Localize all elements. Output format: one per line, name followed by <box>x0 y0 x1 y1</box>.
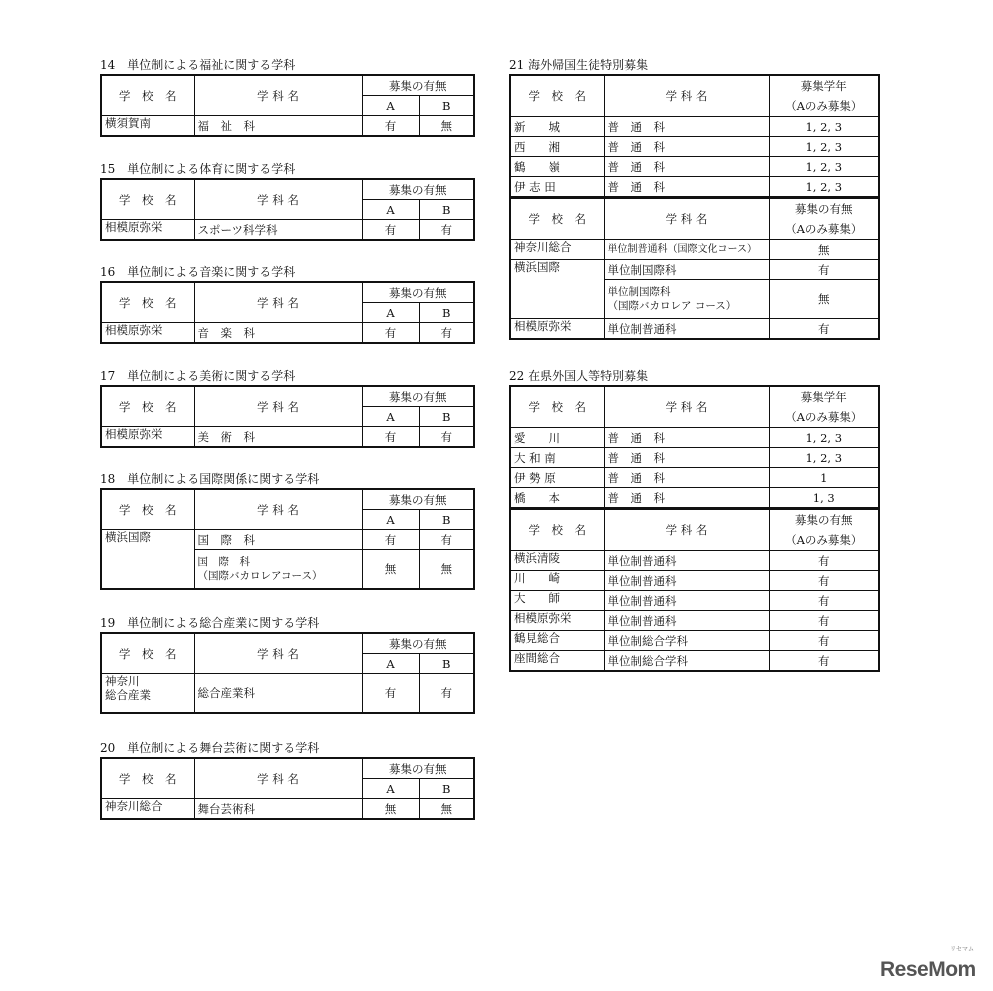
recruit-grade: 1, 2, 3 <box>769 428 879 448</box>
value-header <box>769 198 879 240</box>
value-header-main: 募集の有無 <box>795 202 853 216</box>
section-title: 17 単位制による美術に関する学科 <box>100 369 296 383</box>
resemom-logo: ReseMom <box>880 958 976 981</box>
recruit-status: 無 <box>769 240 879 260</box>
dept-name: 単位制普通科（国際文化コース） <box>604 240 769 260</box>
dept-name: 単位制普通科 <box>604 591 769 611</box>
table-row <box>510 319 879 340</box>
table-row <box>510 448 879 468</box>
recruit-a: 有 <box>362 427 419 448</box>
dept-name: 単位制総合学科 <box>604 651 769 672</box>
value-header-main: 募集学年 <box>800 79 847 93</box>
dept-name: スポーツ科学科 <box>194 220 362 241</box>
school-name: 鶴見総合 <box>510 631 604 651</box>
school-name: 川 崎 <box>510 571 604 591</box>
dept-name: 普 通 科 <box>604 488 769 509</box>
table-row <box>510 468 879 488</box>
table-row <box>101 427 474 448</box>
table-row <box>101 116 474 137</box>
value-header-sub: （Aのみ募集） <box>785 533 863 547</box>
dept-header: 学 科 名 <box>194 758 362 799</box>
section-table <box>100 281 475 344</box>
table-row <box>510 611 879 631</box>
dept-name: 国 際 科 （国際バカロレアコース） <box>194 550 362 590</box>
header-row <box>510 509 879 551</box>
recruit-a: 無 <box>362 550 419 590</box>
recruit-a: 有 <box>362 674 419 714</box>
header-row <box>101 633 474 654</box>
recruit-header: 募集の有無 <box>362 179 474 200</box>
school-name: 神奈川総合 <box>510 240 604 260</box>
dept-name: 普 通 科 <box>604 428 769 448</box>
recruit-status: 有 <box>769 631 879 651</box>
table-row <box>101 799 474 820</box>
value-header-sub: （Aのみ募集） <box>785 99 863 113</box>
section-table <box>100 632 475 714</box>
section-19 <box>100 615 475 714</box>
recruit-status: 有 <box>769 571 879 591</box>
table-row <box>101 220 474 241</box>
section-17 <box>100 368 475 448</box>
resemom-logo-sub: リセマム <box>950 947 974 953</box>
a-header: A <box>362 654 419 674</box>
b-header: B <box>419 407 474 427</box>
section-table <box>100 74 475 137</box>
section-table <box>100 385 475 448</box>
school-name: 愛 川 <box>510 428 604 448</box>
section-title: 16 単位制による音楽に関する学科 <box>100 265 296 279</box>
dept-name: 美 術 科 <box>194 427 362 448</box>
dept-name: 総合産業科 <box>194 674 362 714</box>
section-table <box>100 757 475 820</box>
a-header: A <box>362 510 419 530</box>
table-row <box>510 631 879 651</box>
header-row <box>101 179 474 200</box>
section-table <box>509 385 880 672</box>
school-header: 学 校 名 <box>101 75 194 116</box>
dept-header: 学 科 名 <box>604 509 769 551</box>
dept-name: 福 祉 科 <box>194 116 362 137</box>
b-header: B <box>419 654 474 674</box>
recruit-a: 無 <box>362 799 419 820</box>
section-title: 21 海外帰国生徒特別募集 <box>509 58 649 72</box>
recruit-status: 有 <box>769 591 879 611</box>
school-name: 大 和 南 <box>510 448 604 468</box>
table-row <box>101 323 474 344</box>
school-header: 学 校 名 <box>101 758 194 799</box>
header-row <box>101 282 474 303</box>
recruit-b: 無 <box>419 550 474 590</box>
table-row <box>510 591 879 611</box>
recruit-status: 有 <box>769 651 879 672</box>
recruit-status: 有 <box>769 611 879 631</box>
header-row <box>510 75 879 117</box>
dept-header: 学 科 名 <box>194 489 362 530</box>
school-name: 新 城 <box>510 117 604 137</box>
recruit-a: 有 <box>362 116 419 137</box>
b-header: B <box>419 96 474 116</box>
dept-name: 単位制国際科 （国際バカロレア コース） <box>604 280 769 319</box>
school-header: 学 校 名 <box>101 179 194 220</box>
header-row <box>101 386 474 407</box>
dept-header: 学 科 名 <box>194 75 362 116</box>
header-row <box>510 386 879 428</box>
school-name: 鶴 嶺 <box>510 157 604 177</box>
school-name: 伊 志 田 <box>510 177 604 198</box>
table-row <box>510 651 879 672</box>
school-header: 学 校 名 <box>101 282 194 323</box>
dept-name: 単位制普通科 <box>604 551 769 571</box>
school-name: 相模原弥栄 <box>101 427 194 448</box>
section-16 <box>100 264 475 344</box>
b-header: B <box>419 510 474 530</box>
dept-header: 学 科 名 <box>194 386 362 427</box>
recruit-status: 有 <box>769 551 879 571</box>
dept-name: 普 通 科 <box>604 157 769 177</box>
school-name: 大 師 <box>510 591 604 611</box>
table-row <box>510 428 879 448</box>
school-name: 横須賀南 <box>101 116 194 137</box>
dept-name: 舞台芸術科 <box>194 799 362 820</box>
school-name: 神奈川総合 <box>101 799 194 820</box>
table-row <box>510 551 879 571</box>
section-table <box>100 488 475 590</box>
section-table <box>100 178 475 241</box>
dept-name: 単位制国際科 <box>604 260 769 280</box>
school-name: 座間総合 <box>510 651 604 672</box>
table-row <box>510 157 879 177</box>
b-header: B <box>419 303 474 323</box>
recruit-b: 無 <box>419 116 474 137</box>
section-title: 14 単位制による福祉に関する学科 <box>100 58 296 72</box>
recruit-status: 有 <box>769 260 879 280</box>
section-18 <box>100 471 475 590</box>
value-header-main: 募集学年 <box>800 390 847 404</box>
dept-name: 普 通 科 <box>604 448 769 468</box>
dept-name: 単位制普通科 <box>604 611 769 631</box>
value-header <box>769 75 879 117</box>
school-name: 西 湘 <box>510 137 604 157</box>
dept-name: 単位制総合学科 <box>604 631 769 651</box>
recruit-header: 募集の有無 <box>362 75 474 96</box>
section-title: 20 単位制による舞台芸術に関する学科 <box>100 741 320 755</box>
dept-name: 普 通 科 <box>604 117 769 137</box>
table-row <box>101 674 474 714</box>
section-22 <box>509 368 880 672</box>
dept-header: 学 科 名 <box>604 198 769 240</box>
school-header: 学 校 名 <box>510 198 604 240</box>
section-14 <box>100 57 475 137</box>
a-header: A <box>362 200 419 220</box>
school-header: 学 校 名 <box>101 489 194 530</box>
header-row <box>101 489 474 510</box>
header-row <box>101 75 474 96</box>
school-header: 学 校 名 <box>101 386 194 427</box>
section-title: 15 単位制による体育に関する学科 <box>100 162 296 176</box>
school-header: 学 校 名 <box>510 386 604 428</box>
value-header <box>769 509 879 551</box>
section-table <box>509 74 880 340</box>
recruit-grade: 1, 2, 3 <box>769 137 879 157</box>
dept-name: 普 通 科 <box>604 177 769 198</box>
table-row <box>510 177 879 198</box>
dept-header: 学 科 名 <box>194 179 362 220</box>
header-row <box>510 198 879 240</box>
recruit-grade: 1, 2, 3 <box>769 157 879 177</box>
dept-name: 単位制普通科 <box>604 319 769 340</box>
recruit-a: 有 <box>362 323 419 344</box>
value-header-sub: （Aのみ募集） <box>785 222 863 236</box>
value-header <box>769 386 879 428</box>
recruit-b: 有 <box>419 530 474 550</box>
b-header: B <box>419 779 474 799</box>
recruit-header: 募集の有無 <box>362 489 474 510</box>
recruit-status: 有 <box>769 319 879 340</box>
school-name: 横浜国際 <box>101 530 194 590</box>
recruit-grade: 1 <box>769 468 879 488</box>
value-header-main: 募集の有無 <box>795 513 853 527</box>
recruit-b: 無 <box>419 799 474 820</box>
school-header: 学 校 名 <box>101 633 194 674</box>
table-row <box>510 137 879 157</box>
school-name: 横浜清陵 <box>510 551 604 571</box>
recruit-grade: 1, 3 <box>769 488 879 509</box>
school-name: 横浜国際 <box>510 260 604 319</box>
school-name: 相模原弥栄 <box>510 319 604 340</box>
school-name: 相模原弥栄 <box>101 323 194 344</box>
a-header: A <box>362 779 419 799</box>
recruit-a: 有 <box>362 220 419 241</box>
value-header-sub: （Aのみ募集） <box>785 410 863 424</box>
section-title: 19 単位制による総合産業に関する学科 <box>100 616 320 630</box>
a-header: A <box>362 407 419 427</box>
recruit-b: 有 <box>419 674 474 714</box>
section-15 <box>100 161 475 241</box>
school-name: 伊 勢 原 <box>510 468 604 488</box>
dept-name: 音 楽 科 <box>194 323 362 344</box>
recruit-a: 有 <box>362 530 419 550</box>
school-header: 学 校 名 <box>510 75 604 117</box>
recruit-grade: 1, 2, 3 <box>769 177 879 198</box>
table-row <box>510 488 879 509</box>
table-row <box>510 571 879 591</box>
recruit-b: 有 <box>419 427 474 448</box>
section-title: 22 在県外国人等特別募集 <box>509 369 649 383</box>
table-row <box>510 240 879 260</box>
table-row <box>510 260 879 280</box>
school-header: 学 校 名 <box>510 509 604 551</box>
recruit-grade: 1, 2, 3 <box>769 117 879 137</box>
b-header: B <box>419 200 474 220</box>
table-row <box>101 530 474 550</box>
school-name: 橋 本 <box>510 488 604 509</box>
school-name: 相模原弥栄 <box>510 611 604 631</box>
recruit-header: 募集の有無 <box>362 282 474 303</box>
a-header: A <box>362 96 419 116</box>
dept-name: 単位制普通科 <box>604 571 769 591</box>
recruit-header: 募集の有無 <box>362 758 474 779</box>
recruit-b: 有 <box>419 220 474 241</box>
school-name: 相模原弥栄 <box>101 220 194 241</box>
dept-header: 学 科 名 <box>194 282 362 323</box>
dept-name: 普 通 科 <box>604 468 769 488</box>
dept-header: 学 科 名 <box>604 75 769 117</box>
header-row <box>101 758 474 779</box>
recruit-header: 募集の有無 <box>362 386 474 407</box>
recruit-header: 募集の有無 <box>362 633 474 654</box>
section-title: 18 単位制による国際関係に関する学科 <box>100 472 320 486</box>
dept-header: 学 科 名 <box>194 633 362 674</box>
section-20 <box>100 740 475 820</box>
dept-header: 学 科 名 <box>604 386 769 428</box>
a-header: A <box>362 303 419 323</box>
section-21 <box>509 57 880 340</box>
dept-name: 普 通 科 <box>604 137 769 157</box>
recruit-status: 無 <box>769 280 879 319</box>
dept-name: 国 際 科 <box>194 530 362 550</box>
recruit-grade: 1, 2, 3 <box>769 448 879 468</box>
table-row <box>510 117 879 137</box>
school-name: 神奈川 総合産業 <box>101 674 194 714</box>
recruit-b: 有 <box>419 323 474 344</box>
